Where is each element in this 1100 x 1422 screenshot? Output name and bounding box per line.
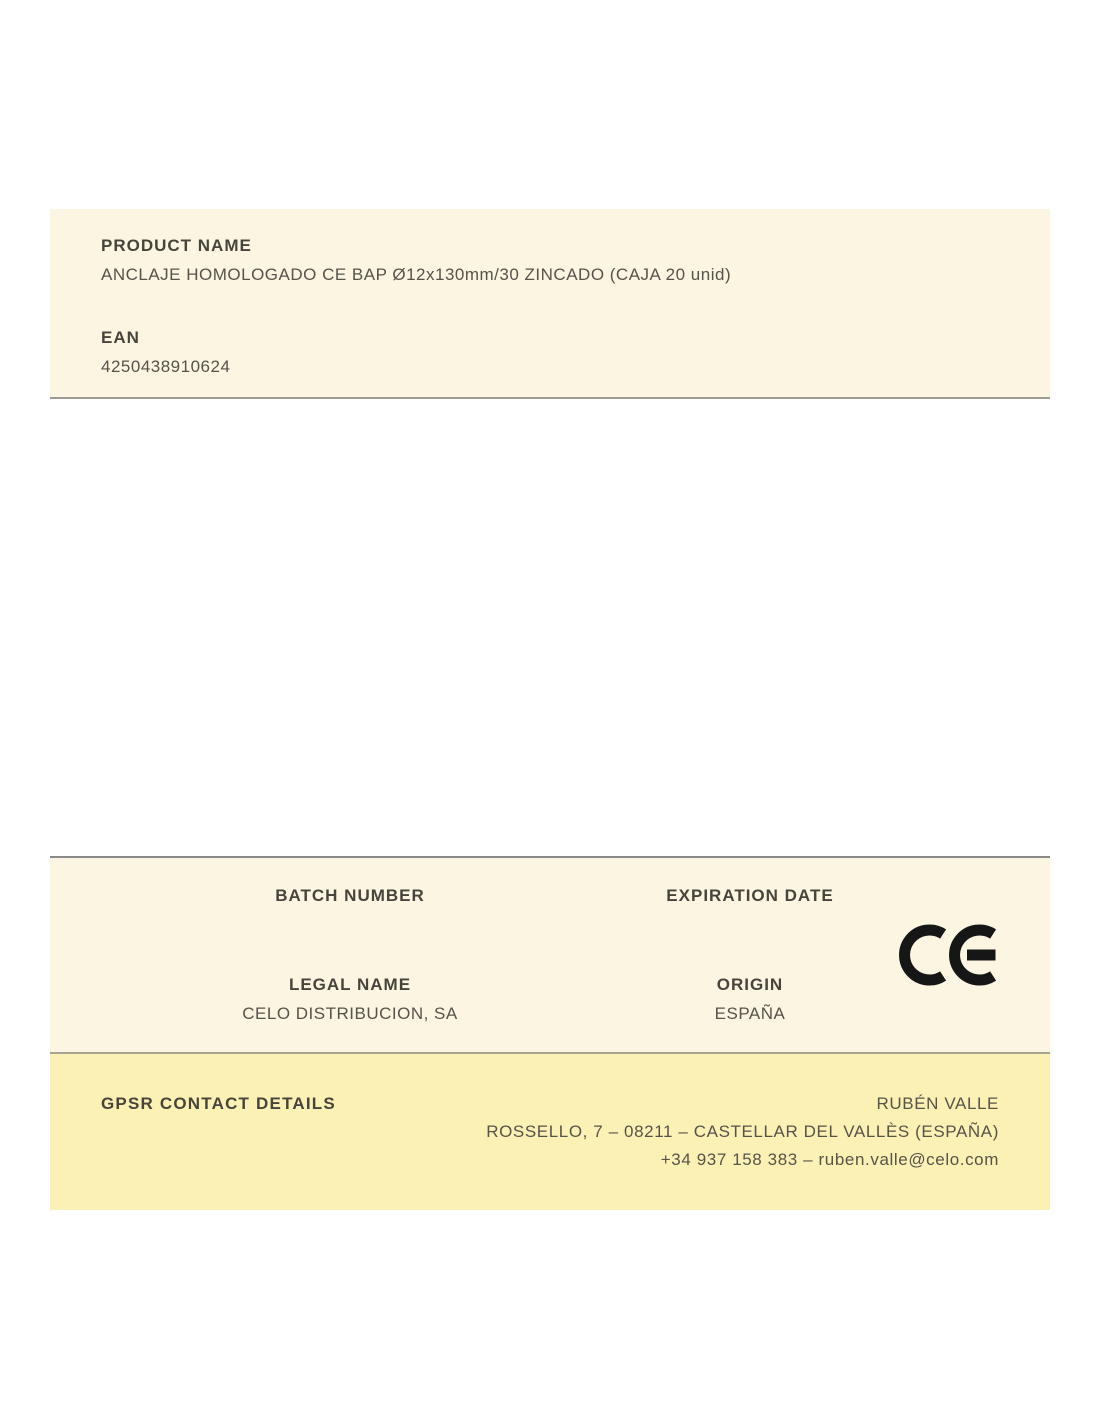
- details-section: [50, 856, 1050, 1052]
- gpsr-contact-address: ROSSELLO, 7 – 08211 – CASTELLAR DEL VALLÈS (ESPAÑA): [486, 1122, 999, 1141]
- origin-value: ESPAÑA: [714, 1004, 786, 1023]
- gpsr-contact-phone-email: +34 937 158 383 – ruben.valle@celo.com: [660, 1150, 999, 1169]
- details-left-column: [150, 886, 550, 1052]
- gpsr-contact-label: GPSR CONTACT DETAILS: [101, 1094, 336, 1113]
- product-name-value: ANCLAJE HOMOLOGADO CE BAP Ø12x130mm/30 ZINCADO (CAJA 20 unid): [101, 265, 732, 284]
- gpsr-contact-block: [486, 1090, 999, 1174]
- ean-label: EAN: [101, 328, 140, 347]
- details-right-column: [550, 886, 950, 1052]
- origin-label: ORIGIN: [716, 975, 784, 994]
- legal-name-value: CELO DISTRIBUCION, SA: [242, 1004, 458, 1023]
- product-name-field: [101, 236, 1000, 285]
- ean-field: [101, 328, 1000, 377]
- origin-field: [550, 975, 950, 1024]
- expiration-date-value: [550, 915, 950, 935]
- ce-mark-icon: [899, 924, 997, 986]
- expiration-date-field: [550, 886, 950, 935]
- batch-number-value: [150, 915, 550, 935]
- batch-number-label: BATCH NUMBER: [275, 886, 425, 905]
- batch-number-field: [150, 886, 550, 935]
- product-info-section: [50, 209, 1050, 399]
- ean-value: 4250438910624: [101, 357, 231, 376]
- gpsr-contact-name: RUBÉN VALLE: [876, 1094, 999, 1113]
- gpsr-contact-section: [50, 1052, 1050, 1210]
- legal-name-label: LEGAL NAME: [288, 975, 412, 994]
- expiration-date-label: EXPIRATION DATE: [666, 886, 834, 905]
- legal-name-field: [150, 975, 550, 1024]
- product-name-label: PRODUCT NAME: [101, 236, 252, 255]
